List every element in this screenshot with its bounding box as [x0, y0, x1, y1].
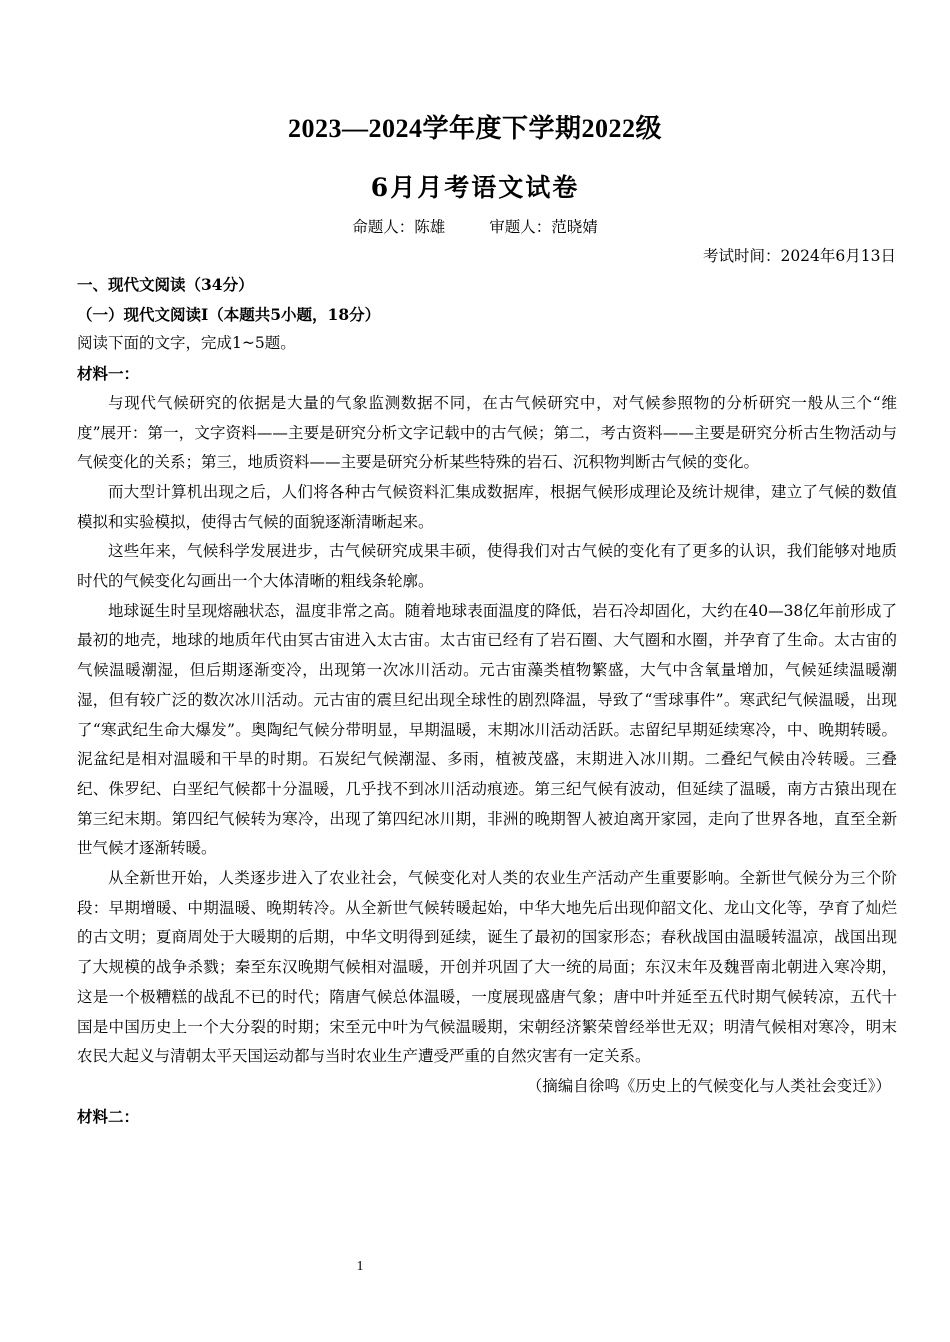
reviewer-label: 审题人：范晓婧	[489, 218, 598, 236]
reading-instruction: 阅读下面的文字，完成1~5题。	[77, 334, 296, 353]
paragraph-5: 从全新世开始，人类逐步进入了农业社会，气候变化对人类的农业生产活动产生重要影响。全新世气候分为三个阶段：早期增暖、中期温暖、晚期转冷。从全新世气候转暖起始，中华大地先后出现仰韶文化、龙山文化等，孕育了灿烂的古文明；夏商周处于大暖期的后期，中华文明得到延续，诞生了最初的国家形态；春秋战国由温暖转温凉，战国出现了大规模的战争杀戮；秦至东汉晚期气候相对温暖，开创并巩固了大一统的局面；东汉末年及魏晋南北朝进入寒冷期，这是一个极糟糕的战乱不已的时代；隋唐气候总体温暖，一度展现盛唐气象；唐中叶并延至五代时期气候转凉，五代十国是中国历史上一个大分裂的时期；宋至元中叶为气候温暖期，宋朝经济繁荣曾经举世无双；明清气候相对寒冷，明末农民大起义与清朝太平天国运动都与当时农业生产遭受严重的自然灾害有一定关系。	[77, 869, 897, 1066]
paragraph-2: 而大型计算机出现之后，人们将各种古气候资料汇集成数据库，根据气候形成理论及统计规律，建立了气候的数值模拟和实验模拟，使得古气候的面貌逐渐清晰起来。	[77, 482, 897, 531]
exam-authors	[0, 215, 950, 237]
section-heading: 一、现代文阅读（34分）	[77, 275, 254, 294]
material2-label: 材料二：	[77, 1106, 140, 1126]
section-subheading: （一）现代文阅读Ⅰ（本题共5小题，18分）	[77, 304, 381, 324]
page-number: 1	[356, 1259, 364, 1274]
reading-section	[77, 270, 897, 1131]
exam-title-line1: 2023—2024学年度下学期2022级	[287, 114, 662, 143]
paragraph-1: 与现代气候研究的依据是大量的气象监测数据不同，在古气候研究中，对气候参照物的分析研究一般从三个“维度”展开：第一，文字资料——主要是研究分析文字记载中的古气候；第二，考古资料——主要是研究分析古生物活动与气候变化的关系；第三，地质资料——主要是研究分析某些特殊的岩石、沉积物判断古气候的变化。	[77, 393, 897, 472]
paragraph-4: 地球诞生时呈现熔融状态，温度非常之高。随着地球表面温度的降低，岩石冷却固化，大约在40—38亿年前形成了最初的地壳，地球的地质年代由冥古宙进入太古宙。太古宙已经有了岩石圈、大气圈和水圈，并孕育了生命。太古宙的气候温暖潮湿，但后期逐渐变冷，出现第一次冰川活动。元古宙藻类植物繁盛，大气中含氧量增加，气候延续温暖潮湿，但有较广泛的数次冰川活动。元古宙的震旦纪出现全球性的剧烈降温，导致了“雪球事件”。寒武纪气候温暖，出现了“寒武纪生命大爆发”。奥陶纪气候分带明显，早期温暖，末期冰川活动活跃。志留纪早期延续寒冷，中、晚期转暖。泥盆纪是相对温暖和干旱的时期。石炭纪气候潮湿、多雨，植被茂盛，末期进入冰川期。二叠纪气候由冷转暖。三叠纪、侏罗纪、白垩纪气候都十分温暖，几乎找不到冰川活动痕迹。第三纪气候有波动，但延续了温暖，南方古猿出现在第三纪末期。第四纪气候转为寒冷，出现了第四纪冰川期，非洲的晚期智人被迫离开家园，走向了世界各地，直至全新世气候才逐渐转暖。	[77, 601, 897, 858]
material1-source: （摘编自徐鸣《历史上的气候变化与人类社会变迁》）	[526, 1076, 891, 1095]
exam-title-line2: 6月月考语文试卷	[370, 173, 580, 202]
exam-time: 考试时间：2024年6月13日	[702, 247, 896, 265]
material1-label: 材料一：	[77, 364, 140, 384]
paragraph-3: 这些年来，气候科学发展进步，古气候研究成果丰硕，使得我们对古气候的变化有了更多的认识，我们能够对地质时代的气候变化勾画出一个大体清晰的粗线条轮廓。	[77, 542, 897, 591]
setter-label: 命题人：陈雄	[352, 218, 446, 236]
